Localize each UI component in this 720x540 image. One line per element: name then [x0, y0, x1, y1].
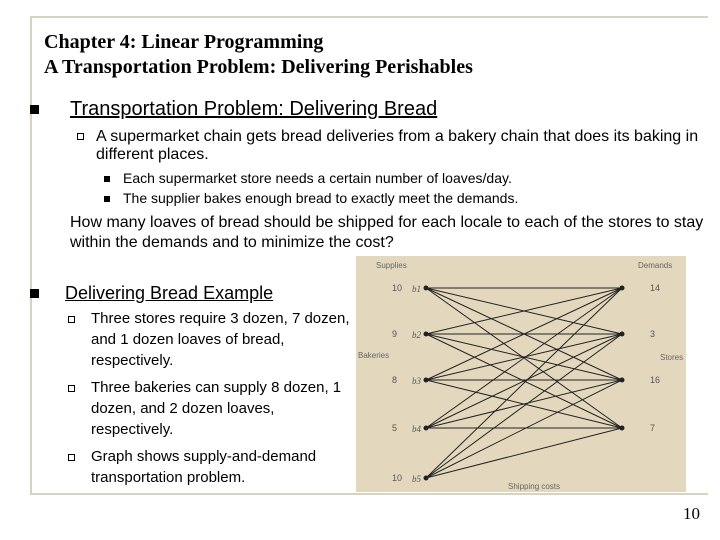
supplies-label: Supplies	[376, 261, 407, 270]
supply-value: 5	[392, 423, 398, 433]
title-line-2: A Transportation Problem: Delivering Perishables	[44, 56, 473, 78]
hollow-square-bullet-icon	[68, 454, 75, 461]
section1-point-1: Each supermarket store needs a certain number of loaves/day.	[123, 170, 512, 186]
demand-value: 3	[650, 329, 656, 339]
section1-heading: Transportation Problem: Delivering Bread	[70, 98, 438, 120]
supply-value: 9	[392, 329, 398, 339]
demand-value: 14	[650, 283, 661, 293]
section2-item-2: Three bakeries can supply 8 dozen, 1 dozen, and 2 dozen loaves, respectively.	[91, 379, 342, 438]
bakery-node	[424, 332, 429, 337]
bakery-label: b5	[412, 474, 421, 484]
demands-label: Demands	[638, 261, 673, 270]
bakery-node	[424, 378, 429, 383]
frame-left-rule	[30, 16, 32, 494]
section1-question: How many loaves of bread should be shipped for each locale to each of the stores to stay within the demands and to minimize the cost?	[70, 214, 704, 251]
hollow-square-bullet-icon	[68, 385, 75, 392]
store-node	[620, 286, 625, 291]
bakery-node	[424, 286, 429, 291]
section2-item-1: Three stores require 3 dozen, 7 dozen, and 1 dozen loaves of bread, respectively.	[91, 310, 350, 369]
square-bullet-icon	[30, 289, 39, 298]
square-bullet-icon	[30, 105, 39, 114]
section2-heading: Delivering Bread Example	[65, 283, 274, 303]
supply-value: 10	[392, 283, 403, 293]
stores-label: Stores	[660, 353, 684, 362]
demand-value: 7	[650, 423, 656, 433]
store-node	[620, 378, 625, 383]
small-square-bullet-icon	[104, 196, 110, 202]
frame-bottom-rule	[30, 493, 708, 495]
supply-value: 8	[392, 375, 398, 385]
bakery-label: b1	[412, 284, 421, 294]
hollow-square-bullet-icon	[68, 316, 75, 323]
store-node	[620, 426, 625, 431]
section2-item-3: Graph shows supply-and-demand transportation problem.	[91, 448, 317, 486]
title-line-1: Chapter 4: Linear Programming	[44, 31, 324, 53]
supply-value: 10	[392, 473, 403, 483]
bakery-label: b3	[412, 376, 421, 386]
slide-title	[44, 30, 473, 80]
bakery-label: b2	[412, 330, 421, 340]
shipping-costs-label: Shipping costs	[508, 482, 561, 491]
bakery-node	[424, 426, 429, 431]
bakery-node	[424, 476, 429, 481]
small-square-bullet-icon	[104, 176, 110, 182]
demand-value: 16	[650, 375, 661, 385]
hollow-square-bullet-icon	[77, 133, 84, 140]
bakeries-label: Bakeries	[358, 351, 390, 360]
section1-subpoint: A supermarket chain gets bread deliveries from a bakery chain that does its baking in different places.	[96, 128, 699, 163]
store-node	[620, 332, 625, 337]
transportation-network-graph	[356, 256, 686, 492]
page-number: 10	[683, 504, 700, 523]
section1-point-2: The supplier bakes enough bread to exactly meet the demands.	[123, 190, 519, 206]
frame-top-rule	[30, 16, 708, 18]
graph-background	[356, 256, 686, 492]
bakery-label: b4	[412, 424, 421, 434]
